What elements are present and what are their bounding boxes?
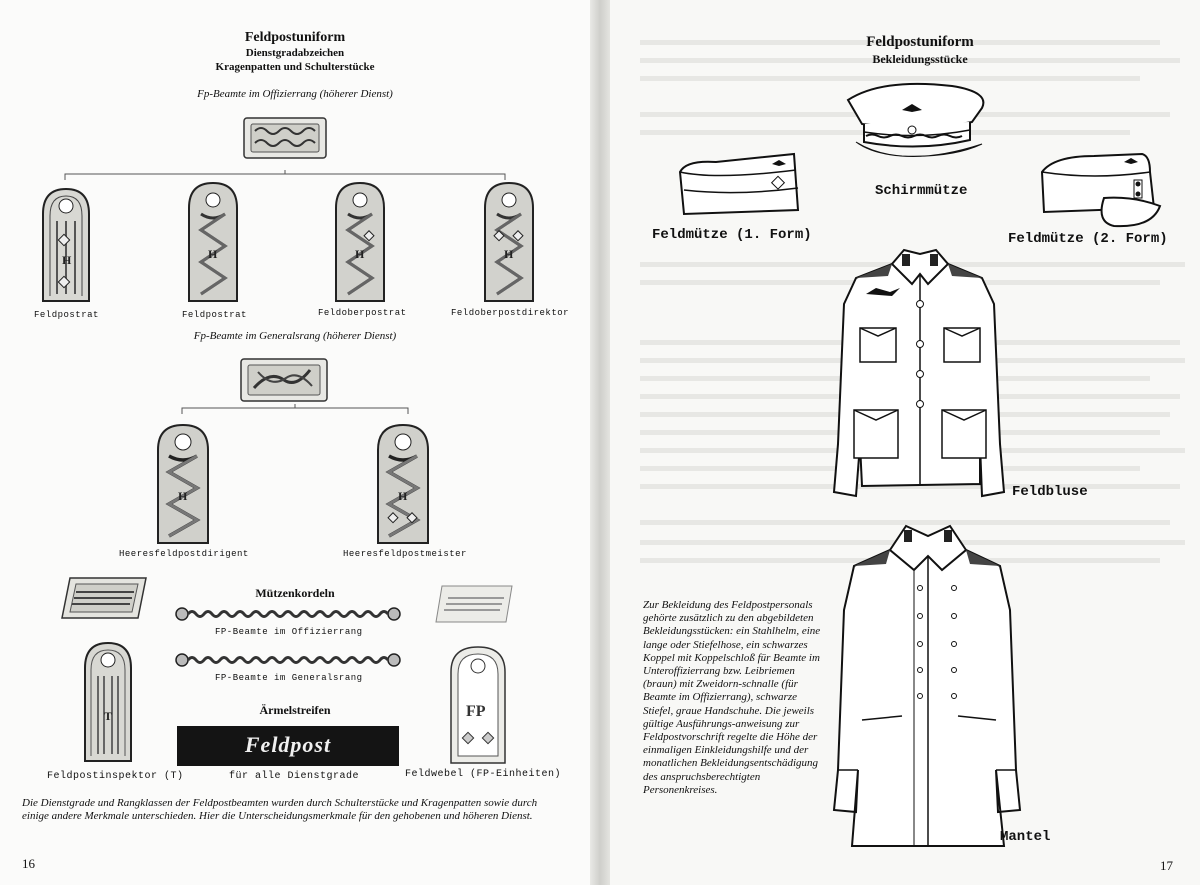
label-feldwebel: Feldwebel (FP-Einheiten) bbox=[405, 769, 562, 780]
left-subtitle-1: Dienstgradabzeichen bbox=[245, 47, 345, 59]
svg-text:H: H bbox=[62, 253, 72, 267]
feldwebel-collar-tab-icon bbox=[434, 584, 514, 624]
left-caption: Die Dienstgrade und Rangklassen der Feldpostbeamten wurden durch Schulterstücke und Kragenpatten sowie durch einige andere Merkmale unterschieden. Hier die Unterscheidungsmerkmale für den gehobenen und höheren Dienst. bbox=[22, 797, 538, 822]
right-subtitle: Bekleidungsstücke bbox=[872, 52, 968, 66]
shoulder-board-heeresfeldpostdirigent-icon bbox=[155, 422, 211, 546]
officer-collar-tab-icon bbox=[243, 117, 327, 159]
label-schirmmuetze: Schirmmütze bbox=[875, 183, 968, 199]
inspektor-collar-tab-icon bbox=[60, 576, 148, 620]
label-heeresfeldpostdirigent: Heeresfeldpostdirigent bbox=[119, 549, 249, 559]
svg-text:FP: FP bbox=[466, 703, 486, 720]
section-officer-heading: Fp-Beamte im Offizierrang (höherer Dienst) bbox=[197, 88, 393, 100]
label-feldpostrat-1: Feldpostrat bbox=[34, 310, 99, 320]
svg-text:H: H bbox=[178, 489, 188, 503]
label-feldbluse: Feldbluse bbox=[1012, 484, 1088, 500]
svg-text:H: H bbox=[355, 247, 365, 261]
page-number-left: 16 bbox=[22, 856, 35, 871]
label-heeresfeldpostmeister: Heeresfeldpostmeister bbox=[343, 549, 467, 559]
right-body-text: Zur Bekleidung des Feldpostpersonals gehörte zusätzlich zu den abgebildeten Bekleidungsstücken: ein Stahlhelm, eine lange oder Stiefelhose, ein schwarzes Koppel mit Koppelschloß für Beamte im Unteroffizierrang bzw. Leibriemen (braun) mit Zweidorn-schnalle (für Beamte im Offizierrang), schwarze Stiefel, graue Handschuhe. Die jeweils gültige Ausführungs-anweisung zur Feldpostvorschrift regelte die Höhe der einmaligen Einkleidungshilfe und der monatlichen Bekleidungsentschädigung des anspruchsberechtigten Personenkreises. bbox=[643, 599, 821, 796]
label-feldoberpostrat: Feldoberpostrat bbox=[318, 308, 407, 318]
label-mantel: Mantel bbox=[1000, 829, 1051, 845]
aermelstreifen-heading: Ärmelstreifen bbox=[259, 703, 331, 717]
svg-text:H: H bbox=[504, 247, 514, 261]
shoulder-board-heeresfeldpostmeister-icon bbox=[375, 422, 431, 546]
label-feldmuetze-2: Feldmütze (2. Form) bbox=[1008, 231, 1168, 247]
muetzenkordeln-heading: Mützenkordeln bbox=[255, 586, 335, 600]
sleeve-band bbox=[177, 726, 399, 766]
mantel-icon bbox=[832, 520, 1022, 850]
cap-cord-general-icon bbox=[175, 650, 401, 670]
svg-text:T: T bbox=[104, 709, 113, 723]
book-gutter bbox=[590, 0, 610, 885]
shoulder-board-feldoberpostdirektor-icon bbox=[482, 180, 536, 304]
cap-cord-officer-icon bbox=[175, 604, 401, 624]
feldmuetze-1-icon bbox=[676, 150, 802, 220]
shoulder-board-feldwebel-icon bbox=[448, 644, 508, 766]
label-feldmuetze-1: Feldmütze (1. Form) bbox=[652, 227, 812, 243]
feldmuetze-2-icon bbox=[1034, 150, 1164, 232]
shoulder-board-feldpostinspektor-icon bbox=[82, 640, 134, 764]
label-cord-general: FP-Beamte im Generalsrang bbox=[215, 673, 363, 683]
shoulder-board-feldoberpostrat-icon bbox=[333, 180, 387, 304]
shoulder-board-feldpostrat-1-icon bbox=[40, 186, 92, 304]
section-general-heading: Fp-Beamte im Generalsrang (höherer Dienst) bbox=[193, 330, 397, 342]
label-feldpostrat-2: Feldpostrat bbox=[182, 310, 247, 320]
svg-text:H: H bbox=[208, 247, 218, 261]
sleeve-band-text: Feldpost bbox=[244, 732, 332, 757]
left-subtitle-2: Kragenpatten und Schulterstücke bbox=[215, 61, 375, 73]
left-page bbox=[0, 0, 590, 885]
right-title: Feldpostuniform bbox=[866, 34, 974, 50]
right-page bbox=[610, 0, 1200, 885]
general-collar-tab-icon bbox=[240, 358, 328, 402]
left-title: Feldpostuniform bbox=[244, 30, 346, 45]
bracket-row2-icon bbox=[182, 404, 408, 418]
label-fuer-alle-dienstgrade: für alle Dienstgrade bbox=[229, 771, 360, 782]
feldbluse-icon bbox=[832, 244, 1008, 500]
page-number-right: 17 bbox=[1160, 858, 1173, 873]
shoulder-board-feldpostrat-2-icon bbox=[186, 180, 240, 304]
bracket-row1-icon bbox=[65, 170, 505, 184]
label-feldoberpostdirektor: Feldoberpostdirektor bbox=[451, 308, 570, 318]
svg-text:H: H bbox=[398, 489, 408, 503]
label-cord-officer: FP-Beamte im Offizierrang bbox=[215, 627, 363, 637]
label-feldpostinspektor: Feldpostinspektor (T) bbox=[47, 771, 184, 782]
schirmmuetze-icon bbox=[842, 80, 992, 175]
